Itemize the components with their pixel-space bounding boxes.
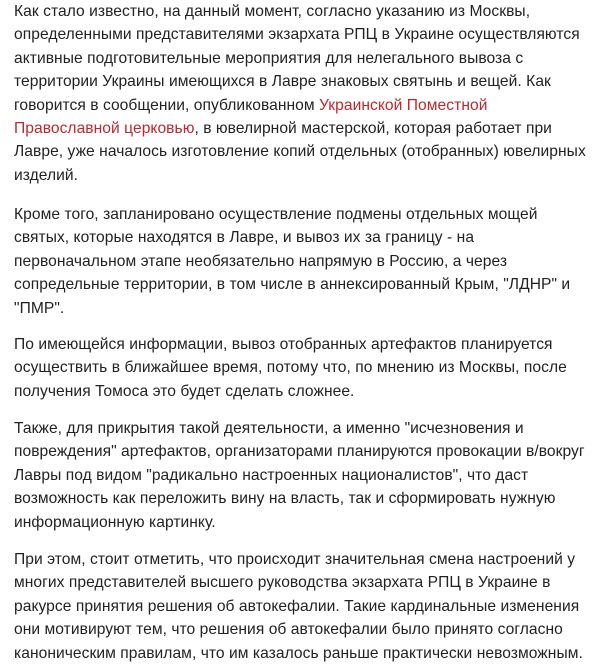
text-line: Также, для прикрытия такой деятельности, а именно "исчезновения и xyxy=(14,420,524,437)
text-line: Лавры под видом "радикально настроенных националистов", что даст xyxy=(14,466,529,484)
text-line: повреждения" артефактов, организаторами планируются провокации в/вокруг xyxy=(14,443,585,461)
paragraph-4 xyxy=(14,417,585,534)
text-line: сопредельные территории, в том числе в аннексированный Крым, "ЛДНР" и xyxy=(14,276,571,294)
paragraph-2 xyxy=(14,203,570,320)
upc-link-part-2[interactable]: Православной церковью xyxy=(14,120,195,138)
upc-link-part-1[interactable]: Украинской Поместной xyxy=(319,96,488,114)
text-line: "ПМР". xyxy=(14,299,65,317)
text-line: получения Томоса это будет сделать сложнее. xyxy=(14,382,355,400)
text-line: определенными представителями экзархата РПЦ в Украине осуществляются xyxy=(14,26,580,44)
text-line: ракурсе принятия решения об автокефалии. Такие кардинальные изменения xyxy=(14,597,580,615)
text-line: первоначальном этапе необязательно напрямую в Россию, а через xyxy=(14,252,508,270)
text-line: многих представителей высшего руководства экзархата РПЦ в Украине в xyxy=(14,574,551,592)
text-line: они мотивируют тем, что решения об автокефалии было принято согласно xyxy=(14,621,563,639)
text-line: активные подготовительные мероприятия для нелегального вывоза с xyxy=(14,49,524,67)
text-line: возможность как переложить вину на власть, так и сформировать нужную xyxy=(14,490,556,508)
text-line: Лавре, уже началось изготовление копий отдельных (отобранных) ювелирных xyxy=(14,143,586,161)
text-line: При этом, стоит отметить, что происходит значительная смена настроений у xyxy=(14,551,576,568)
text-line: Православной церковью, в ювелирной мастерской, которая работает при xyxy=(14,120,552,138)
paragraph-5 xyxy=(14,548,583,665)
text-line: Кроме того, запланировано осуществление подмены отдельных мощей xyxy=(14,206,538,223)
text-line: По имеющейся информации, вывоз отобранных артефактов планируется xyxy=(14,336,553,353)
text-line: изделий. xyxy=(14,166,79,184)
text-line: говорится в сообщении, опубликованном Украинской Поместной xyxy=(14,96,488,114)
text-line: территории Украины имеющихся в Лавре знаковых святынь и вещей. Как xyxy=(14,73,551,91)
paragraph-3 xyxy=(14,333,567,403)
text-line: святых, которые находятся в Лавре, и вывоз их за границу - на xyxy=(14,229,475,247)
paragraph-1 xyxy=(14,0,586,187)
text-line: осуществить в ближайшее время, потому что, по мнению из Москвы, после xyxy=(14,359,567,377)
text-line: информационную картинку. xyxy=(14,513,216,531)
text-line: Как стало известно, на данный момент, согласно указанию из Москвы, xyxy=(14,3,531,20)
text-line: каноническим правилам, что им казалось раньше практически невозможным. xyxy=(14,644,583,662)
